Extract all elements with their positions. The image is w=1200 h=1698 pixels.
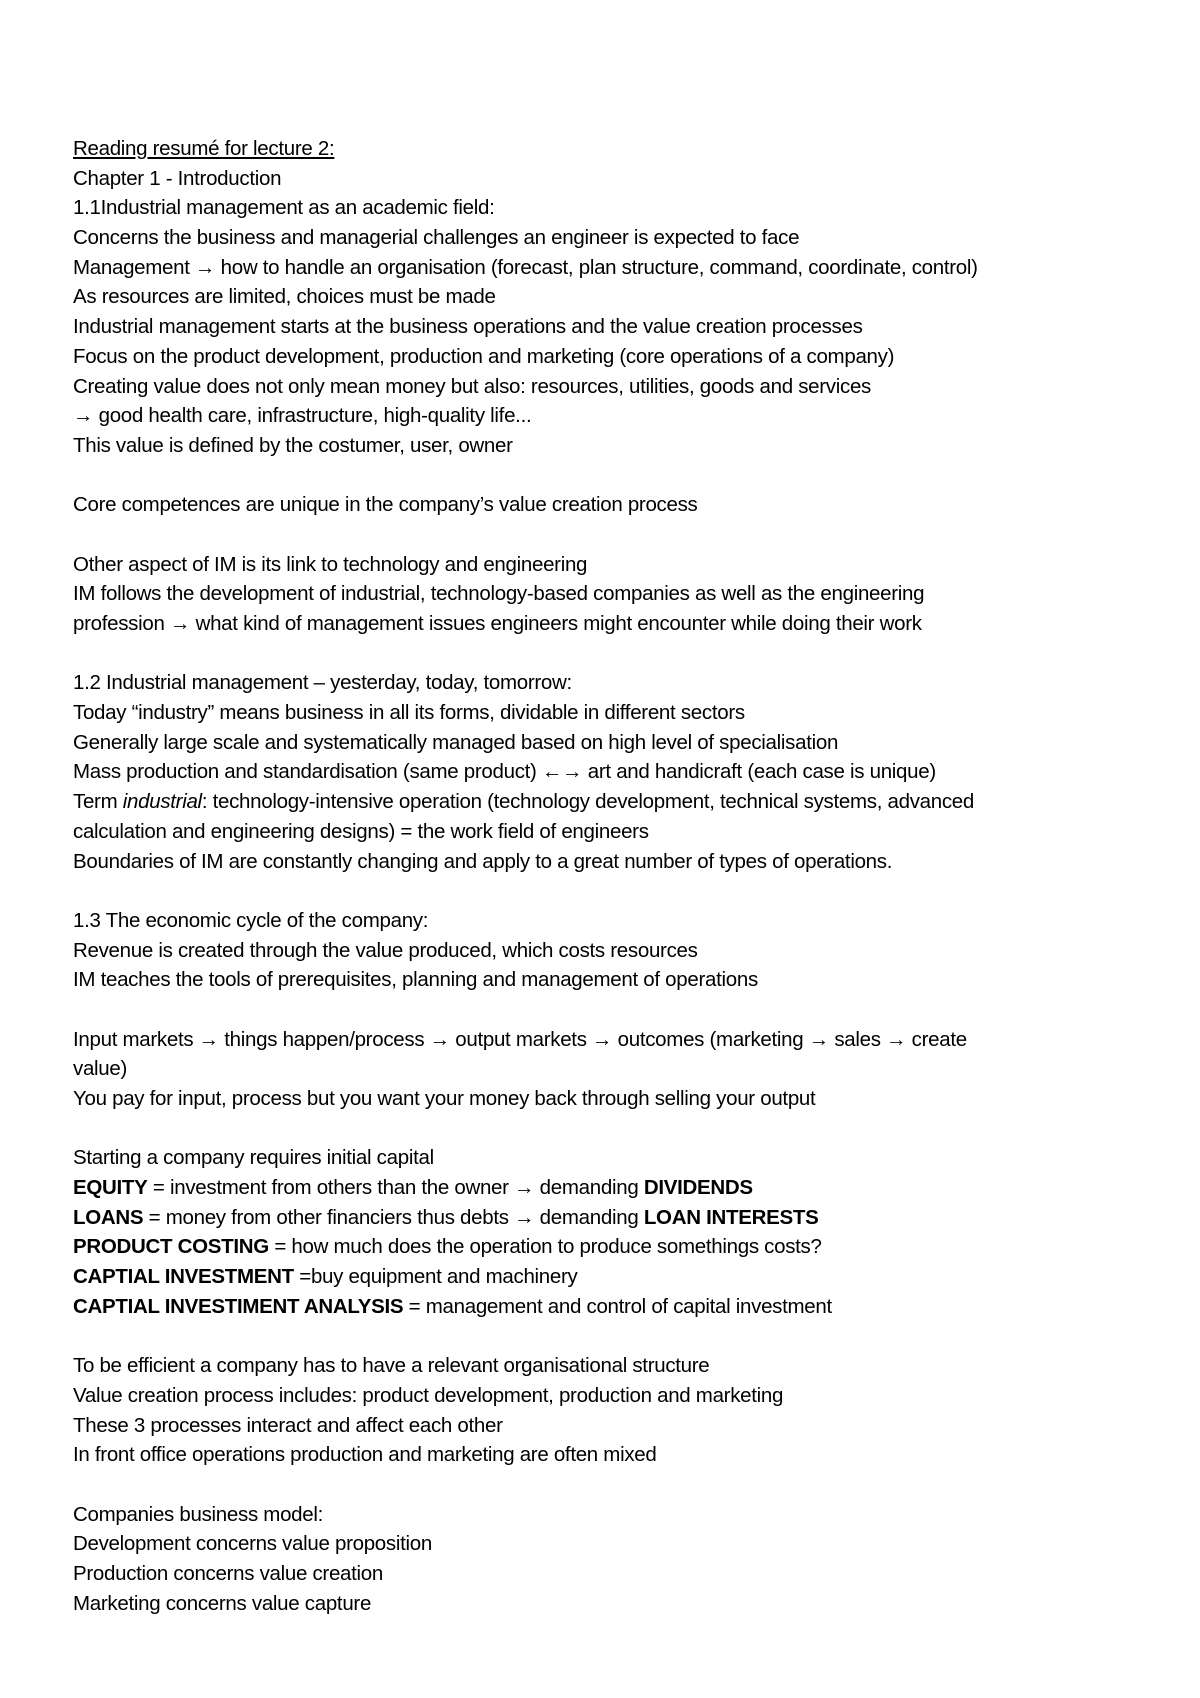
text-line: Starting a company requires initial capital bbox=[73, 1146, 434, 1170]
text-line: These 3 processes interact and affect each other bbox=[73, 1413, 503, 1437]
equity-term: EQUITY bbox=[73, 1176, 148, 1200]
capital-investment-term: CAPTIAL INVESTMENT bbox=[73, 1265, 294, 1289]
dividends-term: DIVIDENDS bbox=[643, 1176, 753, 1200]
capital-investment-definition bbox=[73, 1262, 1133, 1292]
costing-text: = how much does the operation to produce somethings costs? bbox=[268, 1235, 822, 1259]
term-italic: industrial bbox=[122, 790, 202, 814]
chapter-heading: Chapter 1 - Introduction bbox=[73, 166, 282, 190]
text-line: Industrial management starts at the business operations and the value creation processes bbox=[73, 315, 863, 339]
blank-line bbox=[73, 995, 1133, 1025]
text-line: Focus on the product development, production and marketing (core operations of a company) bbox=[73, 344, 895, 368]
document-title: Reading resumé for lecture 2: bbox=[73, 137, 335, 160]
loans-text: = money from other financiers thus debts → demanding bbox=[143, 1205, 644, 1229]
text-line: In front office operations production and marketing are often mixed bbox=[73, 1443, 657, 1467]
text-line: You pay for input, process but you want your money back through selling your output bbox=[73, 1087, 816, 1110]
blank-line bbox=[73, 639, 1133, 669]
text-line: Companies business model: bbox=[73, 1502, 324, 1526]
term-prefix: Term bbox=[73, 790, 123, 814]
text-line: IM teaches the tools of prerequisites, planning and management of operations bbox=[73, 968, 758, 992]
section-heading-1-2: 1.2 Industrial management – yesterday, today, tomorrow: bbox=[73, 671, 572, 695]
equity-text: = investment from others than the owner → demanding bbox=[147, 1176, 644, 1200]
text-line: Today “industry” means business in all its forms, dividable in different sectors bbox=[73, 701, 745, 725]
section-heading-1-3: 1.3 The economic cycle of the company: bbox=[73, 908, 429, 932]
text-line: Other aspect of IM is its link to technology and engineering bbox=[73, 552, 588, 576]
loan-interests-term: LOAN INTERESTS bbox=[643, 1205, 819, 1229]
text-line: Revenue is created through the value produced, which costs resources bbox=[73, 938, 698, 962]
costing-term: PRODUCT COSTING bbox=[73, 1235, 269, 1259]
text-line: Core competences are unique in the company’s value creation process bbox=[73, 493, 698, 517]
loans-definition bbox=[73, 1203, 1133, 1233]
blank-line bbox=[73, 520, 1133, 550]
blank-line bbox=[73, 1322, 1133, 1352]
text-line: Boundaries of IM are constantly changing and apply to a great number of types of operations. bbox=[73, 849, 893, 873]
term-definition: : technology-intensive operation (technology development, technical systems, advanced bbox=[201, 790, 975, 814]
document-page bbox=[73, 134, 1133, 1618]
text-line: Concerns the business and managerial challenges an engineer is expected to face bbox=[73, 226, 800, 250]
text-line: Generally large scale and systematically managed based on high level of specialisation bbox=[73, 730, 839, 754]
capital-investment-text: =buy equipment and machinery bbox=[293, 1265, 578, 1289]
text-line: As resources are limited, choices must be made bbox=[73, 285, 496, 309]
term-industrial-line bbox=[73, 787, 1133, 817]
text-line: Management → how to handle an organisation (forecast, plan structure, command, coordinate, control) bbox=[73, 255, 978, 279]
text-line: Input markets → things happen/process → output markets → outcomes (marketing → sales → create bbox=[73, 1027, 967, 1051]
section-heading-1-1: 1.1Industrial management as an academic field: bbox=[73, 196, 495, 220]
text-line: Marketing concerns value capture bbox=[73, 1591, 372, 1615]
text-line: To be efficient a company has to have a relevant organisational structure bbox=[73, 1354, 710, 1378]
text-line: Mass production and standardisation (same product) ←→ art and handicraft (each case is unique) bbox=[73, 760, 936, 784]
blank-line bbox=[73, 1470, 1133, 1500]
text-line: This value is defined by the costumer, user, owner bbox=[73, 433, 513, 457]
text-line: IM follows the development of industrial, technology-based companies as well as the engineering bbox=[73, 582, 925, 606]
blank-line bbox=[73, 461, 1133, 491]
text-line: Creating value does not only mean money but also: resources, utilities, goods and services bbox=[73, 374, 872, 398]
text-line: Production concerns value creation bbox=[73, 1562, 384, 1585]
text-line: Value creation process includes: product development, production and marketing bbox=[73, 1383, 784, 1407]
text-line: calculation and engineering designs) = the work field of engineers bbox=[73, 819, 649, 843]
loans-term: LOANS bbox=[73, 1205, 144, 1229]
text-line: value) bbox=[73, 1057, 128, 1081]
investment-analysis-text: = management and control of capital investment bbox=[403, 1294, 832, 1318]
text-line: profession → what kind of management issues engineers might encounter while doing their work bbox=[73, 612, 922, 635]
investment-analysis-definition bbox=[73, 1292, 1133, 1322]
text-line: Development concerns value proposition bbox=[73, 1532, 432, 1556]
investment-analysis-term: CAPTIAL INVESTIMENT ANALYSIS bbox=[73, 1294, 404, 1318]
blank-line bbox=[73, 876, 1133, 906]
blank-line bbox=[73, 1114, 1133, 1144]
text-line: → good health care, infrastructure, high-quality life... bbox=[73, 404, 532, 428]
costing-definition bbox=[73, 1232, 1133, 1262]
equity-definition bbox=[73, 1173, 1133, 1203]
